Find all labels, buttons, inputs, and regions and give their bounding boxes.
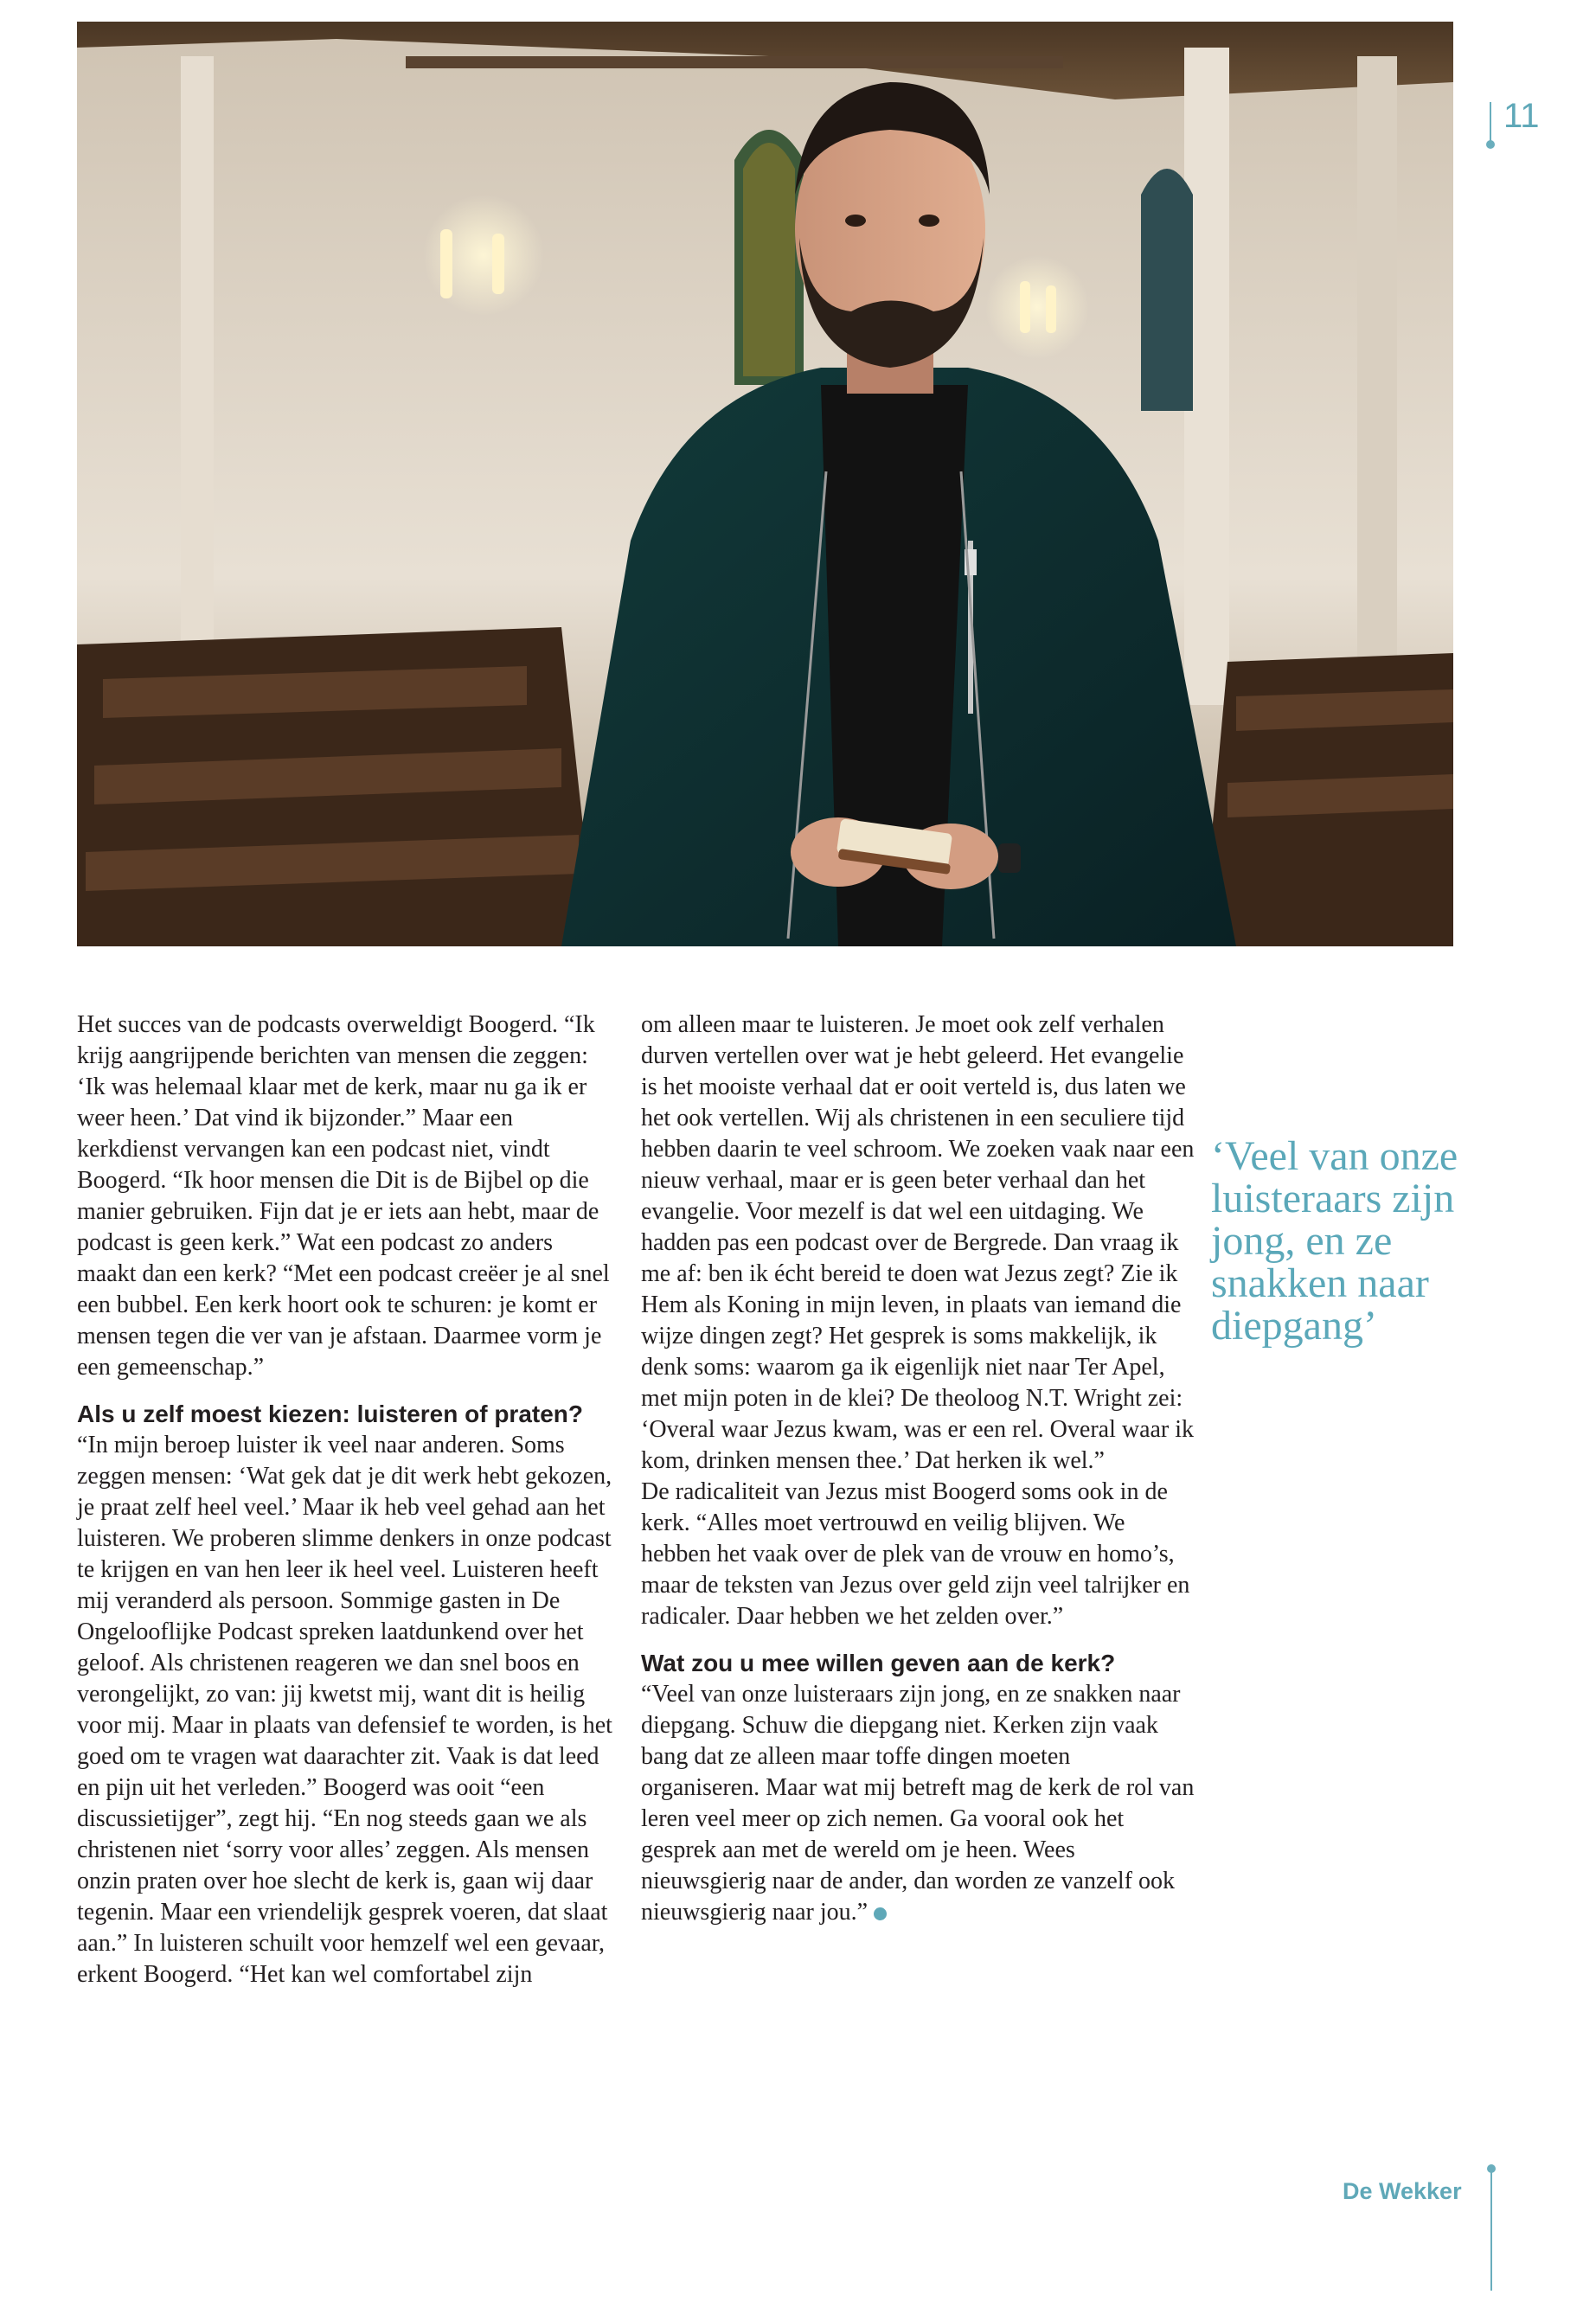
paragraph-text: “Veel van onze luisteraars zijn jong, en ze snakken naar diepgang. Schuw die diepgang niet. Kerken zijn vaak bang dat ze alleen maar toffe dingen moeten organiseren. Maar wat mij betreft mag de kerk de rol van leren veel meer op zich nemen. Ga vooral ook het gesprek aan met de wereld om je heen. Wees nieuwsgierig naar de ander, dan worden ze vanzelf ook nieuwsgierig naar jou.” xyxy=(641,1681,1195,1926)
paragraph: Het succes van de podcasts overweldigt Boogerd. “Ik krijg aangrijpende berichten van mensen die zeggen: ‘Ik was helemaal klaar met de kerk, maar nu ga ik er weer heen.’ Dat vind ik bijzonder.” Maar een kerkdienst vervangen kan een podcast niet, vindt Boogerd. “Ik hoor mensen die Dit is de Bijbel op die manier gebruiken. Fijn dat je er iets aan hebt, maar de podcast is geen kerk.” Wat een podcast zo anders maakt dan een kerk? “Met een podcast creëer je al snel een bubbel. Een kerk hoort ook te schuren: je komt er mensen tegen die ver van je afstaan. Daarmee vorm je een gemeenschap.” xyxy=(77,1011,610,1381)
hero-photo xyxy=(77,22,1453,946)
paragraph: om alleen maar te luisteren. Je moet ook zelf verhalen durven vertellen over wat je hebt geleerd. Het evangelie is het mooiste verhaal dat er ooit verteld is, dus laten we het ook vertellen. Wij als christenen in een seculiere tijd hebben daarin te veel schroom. We zoeken vaak naar een nieuw verhaal, maar er is geen beter verhaal dan het evangelie. Voor mezelf is dat wel een uitdaging. We hadden pas een podcast over de Bergrede. Dan vraag ik me af: ben ik écht bereid te doen wat Jezus zegt? Zie ik Hem als Koning in mijn leven, in plaats van iemand die wijze dingen zegt? Het gesprek is soms makkelijk, ik denk soms: waarom ga ik eigenlijk niet naar Ter Apel, met mijn poten in de klei? De theoloog N.T. Wright zei: ‘Overal waar Jezus kwam, was er een rel. Overal waar ik kom, drinken mensen thee.’ Dat herken ik wel.” xyxy=(641,1011,1195,1474)
footer-rule xyxy=(1490,2170,1492,2291)
article-column-2 xyxy=(641,1009,1195,1928)
paragraph-final xyxy=(641,1679,1195,1928)
end-of-article-dot-icon xyxy=(874,1907,887,1920)
church-portrait-illustration xyxy=(77,22,1453,946)
paragraph: “In mijn beroep luister ik veel naar anderen. Soms zeggen mensen: ‘Wat gek dat je dit werk hebt gekozen, je praat zelf heel veel.’ Maar ik heb veel gehad aan het luisteren. We proberen slimme denkers in onze podcast te krijgen en van hen leer ik heel veel. Luisteren heeft mij veranderd als persoon. Sommige gasten in De Ongelooflijke Podcast spreken laatdunkend over het geloof. Als christenen reageren we dan snel boos en verongelijkt, zo van: jij kwetst mij, want dit is heilig voor mij. Maar in plaats van defensief te worden, is het goed om te vragen wat daarachter zit. Vaak is dat leed en pijn uit het verleden.” Boogerd was ooit “een discussietijger”, zegt hij. “En nog steeds gaan we als christenen niet ‘sorry voor alles’ zeggen. Als mensen onzin praten over hoe slecht de kerk is, gaan wij daar tegenin. Maar een vriendelijk gesprek voeren, dat slaat aan.” In luisteren schuilt voor hemzelf wel een gevaar, erkent Boogerd. “Het kan wel comfortabel zijn xyxy=(77,1432,612,1988)
article-column-1 xyxy=(77,1009,618,1990)
section-heading: Wat zou u mee willen geven aan de kerk? xyxy=(641,1650,1116,1676)
page-number-rule xyxy=(1490,102,1491,142)
magazine-name: De Wekker xyxy=(1343,2178,1462,2204)
pull-quote: ‘Veel van onze luisteraars zijn jong, en ze snakken naar diepgang’ xyxy=(1211,1133,1458,1349)
section-heading: Als u zelf moest kiezen: luisteren of praten? xyxy=(77,1400,584,1427)
page-number-dot xyxy=(1486,140,1495,149)
paragraph: De radicaliteit van Jezus mist Boogerd soms ook in de kerk. “Alles moet vertrouwd en veilig blijven. We hebben het vaak over de plek van de vrouw en homo’s, maar de teksten van Jezus over geld zijn veel talrijker en radicaler. Daar hebben we het zelden over.” xyxy=(641,1478,1190,1630)
page-number: 11 xyxy=(1503,97,1540,135)
